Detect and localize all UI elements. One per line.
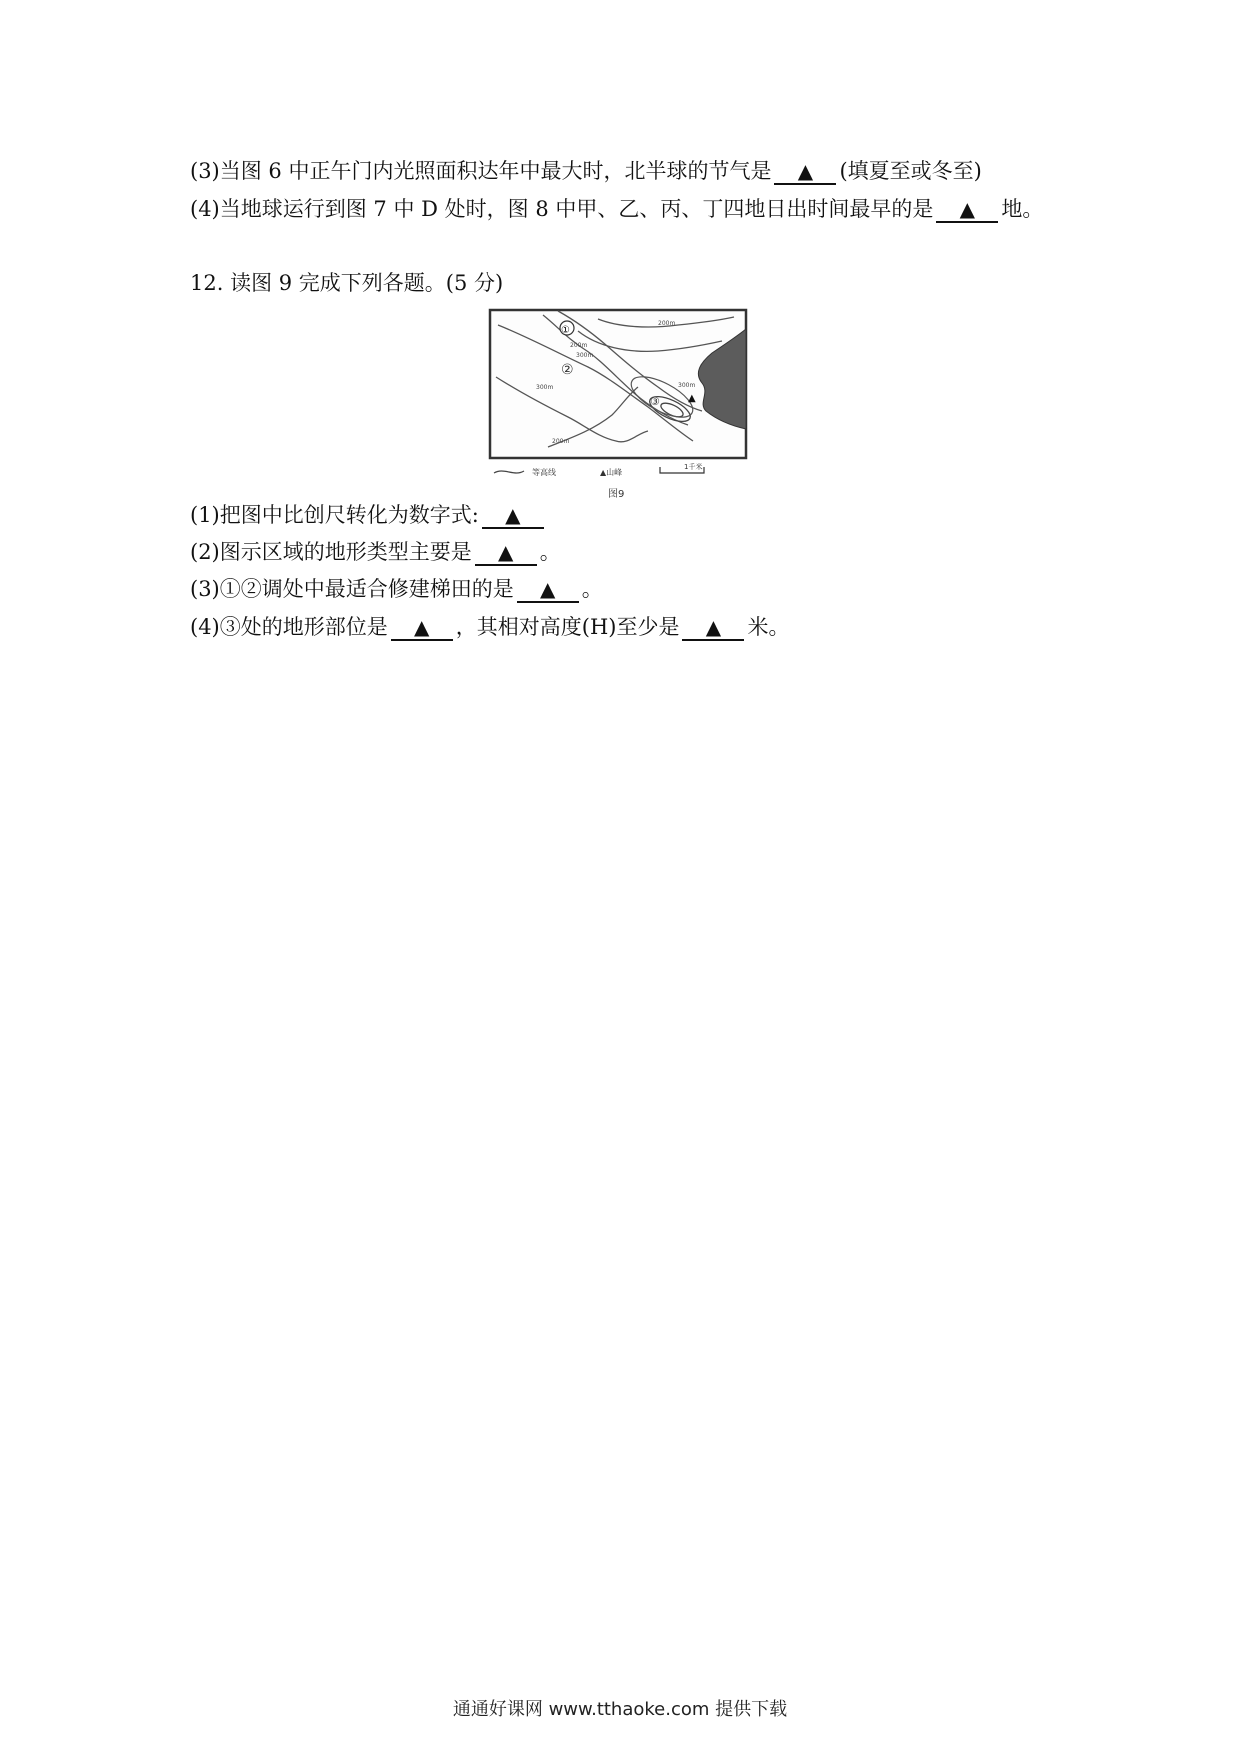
legend-peak: ▲山峰: [600, 468, 623, 477]
answer-blank-12-4a: [391, 615, 453, 641]
question-12-4: [190, 612, 789, 642]
answer-blank-12-2: [475, 540, 537, 566]
question-12-1-text: (1)把图中比创尺转化为数字式:: [190, 503, 479, 527]
triangle-icon: ▲: [797, 159, 814, 183]
question-12-2: [190, 537, 561, 567]
question-4: [190, 194, 1043, 224]
answer-blank-12-3: [517, 577, 579, 603]
question-12-3: [190, 574, 603, 604]
contour-label: 200m: [570, 342, 588, 349]
question-3-text: (3)当图 6 中正午门内光照面积达年中最大时，北半球的节气是: [190, 159, 772, 183]
question-12-2-suffix: 。: [539, 540, 561, 564]
answer-blank-3: [774, 159, 836, 185]
question-12-1: [190, 500, 547, 530]
question-4-suffix: 地。: [1001, 197, 1044, 221]
legend-contour-line: [494, 471, 524, 473]
page-footer: [0, 1695, 1240, 1721]
question-12-3-suffix: 。: [581, 577, 603, 601]
triangle-icon: ▲: [959, 197, 976, 221]
question-12-4-text: (4)③处的地形部位是: [190, 615, 388, 639]
question-12-2-text: (2)图示区域的地形类型主要是: [190, 540, 472, 564]
marker-2: ②: [561, 362, 574, 378]
question-12-4-suffix: 米。: [747, 615, 790, 639]
question-12-4-middle: ，其相对高度(H)至少是: [455, 615, 680, 639]
contour-label: 200m: [658, 320, 676, 327]
question-12-title: [190, 268, 503, 298]
triangle-icon: ▲: [705, 615, 722, 639]
contour-label: 300m: [678, 382, 696, 389]
triangle-icon: ▲: [498, 540, 514, 564]
triangle-icon: ▲: [540, 577, 556, 601]
question-4-text: (4)当地球运行到图 7 中 D 处时，图 8 中甲、乙、丙、丁四地日出时间最早的是: [190, 197, 934, 221]
legend-contour: 等高线: [532, 468, 556, 477]
question-3: [190, 156, 982, 186]
question-3-hint: (填夏至或冬至): [839, 159, 982, 183]
triangle-icon: ▲: [414, 615, 430, 639]
footer-text: 通通好课网 www.tthaoke.com 提供下载: [452, 1699, 788, 1720]
legend-scale: 1千米: [684, 463, 703, 471]
marker-3: ③: [650, 395, 660, 408]
question-12-3-text: (3)①②调处中最适合修建梯田的是: [190, 577, 514, 601]
peak-icon: ▲: [688, 393, 696, 404]
figure-9: [488, 307, 750, 507]
triangle-icon: ▲: [505, 503, 521, 527]
answer-blank-4: [936, 197, 998, 223]
answer-blank-12-1: [482, 503, 544, 529]
contour-label: 300m: [576, 352, 594, 359]
question-12-title-text: 12. 读图 9 完成下列各题。(5 分): [190, 271, 504, 295]
contour-label: 300m: [536, 384, 554, 391]
answer-blank-12-4b: [682, 615, 744, 641]
figure-caption: 图9: [608, 489, 625, 500]
marker-1: ①: [561, 325, 570, 336]
contour-map: [488, 307, 750, 507]
contour-label: 200m: [552, 438, 570, 445]
